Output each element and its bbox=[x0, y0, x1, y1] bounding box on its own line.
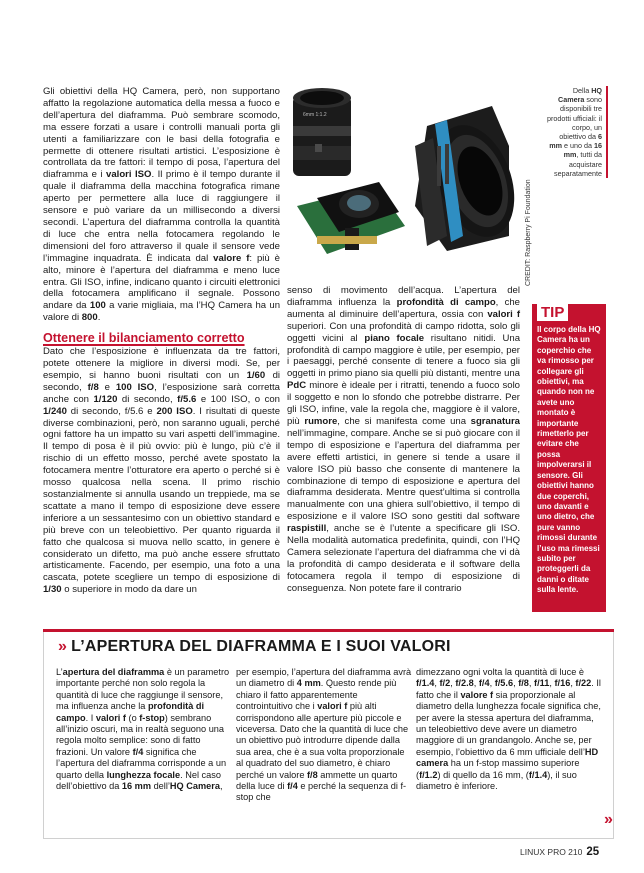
boxout-top-rule bbox=[43, 629, 614, 632]
next-page-chevron-icon: » bbox=[604, 811, 613, 828]
hq-camera-photo bbox=[287, 86, 516, 279]
boxout-column-2 bbox=[236, 667, 414, 804]
lens-16mm bbox=[415, 106, 516, 251]
caption-rule bbox=[606, 86, 608, 178]
paragraph: Gli obiettivi della HQ Camera, però, non supportano affatto la regolazione automatica della messa a fuoco e dell’apertura del diaframma. Può sembrare scomodo, ma essere forzati a usare i controlli manuali porta gli utenti a familiarizzare con le basi della fotografia e permette di ottenere risultati artistici. L’esposizione è controllata da tre fattori: il tempo di posa, l’apertura del diaframma e i valori ISO. Il primo è il tempo durante il quale il diaframma della macchina fotografica rimane aperto per permettere alla luce di raggiungere il sensore e può variare da un millisecondo a diversi secondi. L’apertura del diaframma controlla la quantità di luce che entra nella fotocamera regolando le dimensioni del foro attraverso il quale il sensore vede l’immagine inquadrata. È indicata dal valore f: più è alto, minore è l’apertura del diaframma e meno luce entra. Gli ISO, infine, indicano quanto i circuiti elettronici della fotocamera amplificano il segnale. Possono andare da 100 a varie migliaia, ma l’HQ Camera ha un valore di 800. bbox=[43, 86, 280, 324]
svg-text:6mm 1:1.2: 6mm 1:1.2 bbox=[303, 112, 327, 118]
tip-text: Il corpo della HQ Camera ha un coperchio che va rimosso per collegare gli obiettivi, ma quando non ne avete uno montato è importante rimetterlo per evitare che possa impolverarsi il sensore. Gli obiettivi hanno due coperchi, uno davanti e uno dietro, che pure vanno rimossi durante l’uso ma rimessi subito per proteggerli da danni o ditate sulla lente. bbox=[537, 325, 601, 595]
paragraph: senso di movimento dell’acqua. L’apertura del diaframma influenza la profondità di campo, che aumenta al diminuire dell’apertura, ossia con valori f superiori. Con una profondità di campo ridotta, solo gli oggetti vicini al piano focale risultano nitidi. Una profondità di campo maggiore è utile, per esempio, per i paesaggi, perché consente di tenere a fuoco sia gli oggetti in primo piano sia quelli più distanti, mentre una PdC minore è ideale per i ritratti, tenendo a fuoco solo il soggetto e non lo sfondo che potrebbe distrarre. Per gli ISO, infine, vale la regola che, maggiore è il valore, più rumore, che si manifesta come una sgranatura nell’immagine, compare. Anche se si può giocare con il tempo di esposizione e l’apertura del diaframma per avere effetti artistici, in genere si tende a usare il valore ISO più basso che consente di mantenere la combinazione di tempo di esposizione e apertura del diaframma desiderata. Mentre quest’ultima si controlla manualmente con una ghiera sull’obiettivo, il tempo di esposizione e il valore ISO sono gestiti dal software raspistill, anche se è l’utente a specificare gli ISO. Nella modalità automatica predefinita, quindi, con l’HQ Camera selezionate l’apertura del diaframma che vi dà la profondità di campo desiderata e il software della fotocamera regola il tempo di esposizione di conseguenza. Non potete fare il contrario bbox=[287, 285, 521, 594]
paragraph: per esempio, l’apertura del diaframma avrà un diametro di 4 mm. Questo rende più chiaro il fatto apparentemente controintuitivo che i valori f più alti corrispondono alle aperture più piccole e viceversa. Dato che la quantità di luce che un obiettivo può introdurre dipende dalla sua area, che è a sua volta proporzionale al quadrato del suo diametro, è chiaro perché un valore f/8 ammette un quarto della luce di f/4 e perché la sequenza di f-stop che bbox=[236, 667, 412, 803]
article-column-1 bbox=[43, 86, 280, 596]
hq-camera-board bbox=[297, 182, 405, 254]
photo-credit: CREDIT: Raspberry Pi Foundation bbox=[525, 179, 532, 286]
double-chevron-icon: » bbox=[58, 638, 68, 655]
paragraph: dimezzano ogni volta la quantità di luce è f/1.4, f/2, f/2.8, f/4, f/5.6, f/8, f/11, f/16, f/22. Il fatto che il valore f sia proporzionale al diametro della lunghezza focale significa che, per avere la stessa apertura del diaframma, un teleobiettivo deve avere un diametro maggiore di un grandangolo. Anche se, per esempio, l’obiettivo da 6 mm ufficiale dell’HD camera ha un f-stop massimo superiore (f/1.2) di quello da 16 mm, (f/1.4), il suo diametro è inferiore. bbox=[416, 667, 601, 792]
camera-lenses-illustration bbox=[287, 86, 516, 279]
boxout-column-1 bbox=[56, 667, 234, 792]
boxout-column-3 bbox=[416, 667, 602, 792]
section-subheading: Ottenere il bilanciamento corretto bbox=[43, 331, 245, 346]
photo-caption: Della HQ Camera sono disponibili tre prodotti ufficiali: il corpo, un obiettivo da 6 mm e uno da 16 mm, tutti da acquistare separatamente bbox=[547, 86, 602, 178]
article-column-2 bbox=[287, 285, 520, 595]
boxout-title: » L’APERTURA DEL DIAFRAMMA E I SUOI VALORI bbox=[58, 638, 451, 655]
page-footer bbox=[520, 846, 599, 858]
tip-title: TIP bbox=[537, 304, 568, 321]
paragraph: L’apertura del diaframma è un parametro importante perché non solo regola la quantità di luce che raggiunge il sensore, ma influenza anche la profondità di campo. I valori f (o f-stop) sembrano all’inizio oscuri, ma in realtà seguono una regola molto semplice: sono di fatto frazioni. Un valore f/4 significa che l’apertura del diaframma corrisponde a un quarto della lunghezza focale. Nel caso dell’obiettivo da 16 mm dell’HQ Camera, bbox=[56, 667, 230, 792]
magazine-name: LINUX PRO 210 bbox=[520, 847, 583, 857]
page-number: 25 bbox=[586, 846, 600, 858]
paragraph: Dato che l’esposizione è influenzata da tre fattori, potete ottenere la migliore in diversi modi. Se, per esempio, si hanno buoni risultati con un 1/60 di secondo, f/8 e 100 ISO, l’esposizione sarà corretta anche con 1/120 di secondo, f/5.6 e 100 ISO, o con 1/240 di secondo, f/5.6 e 200 ISO. I risultati di queste diverse combinazioni, però, non saranno uguali, perché ogni fattore ha un impatto su vari aspetti dell’immagine. Il tempo di posa è il più ovvio: più è lungo, più c’è il rischio di un effetto mosso, perché avete spostato la fotocamera mentre l’otturatore era aperto o perché si è mosso qualcosa nella scena. Il primo rischio sostanzialmente si annulla usando un treppiede, ma se scattate a mano il tempo di esposizione deve essere inferiore a un sessantesimo con un obiettivo standard e più breve con un teleobiettivo. Per quanto riguarda il fatto che qualcosa si muova nello scatto, in genere è considerato un difetto, ma può anche essere sfruttato artisticamente. Facendo, per esempio, una foto a una cascata, potete scegliere un tempo di esposizione di 1/30 o superiore in modo da dare un bbox=[43, 346, 280, 596]
lens-6mm bbox=[293, 88, 351, 176]
